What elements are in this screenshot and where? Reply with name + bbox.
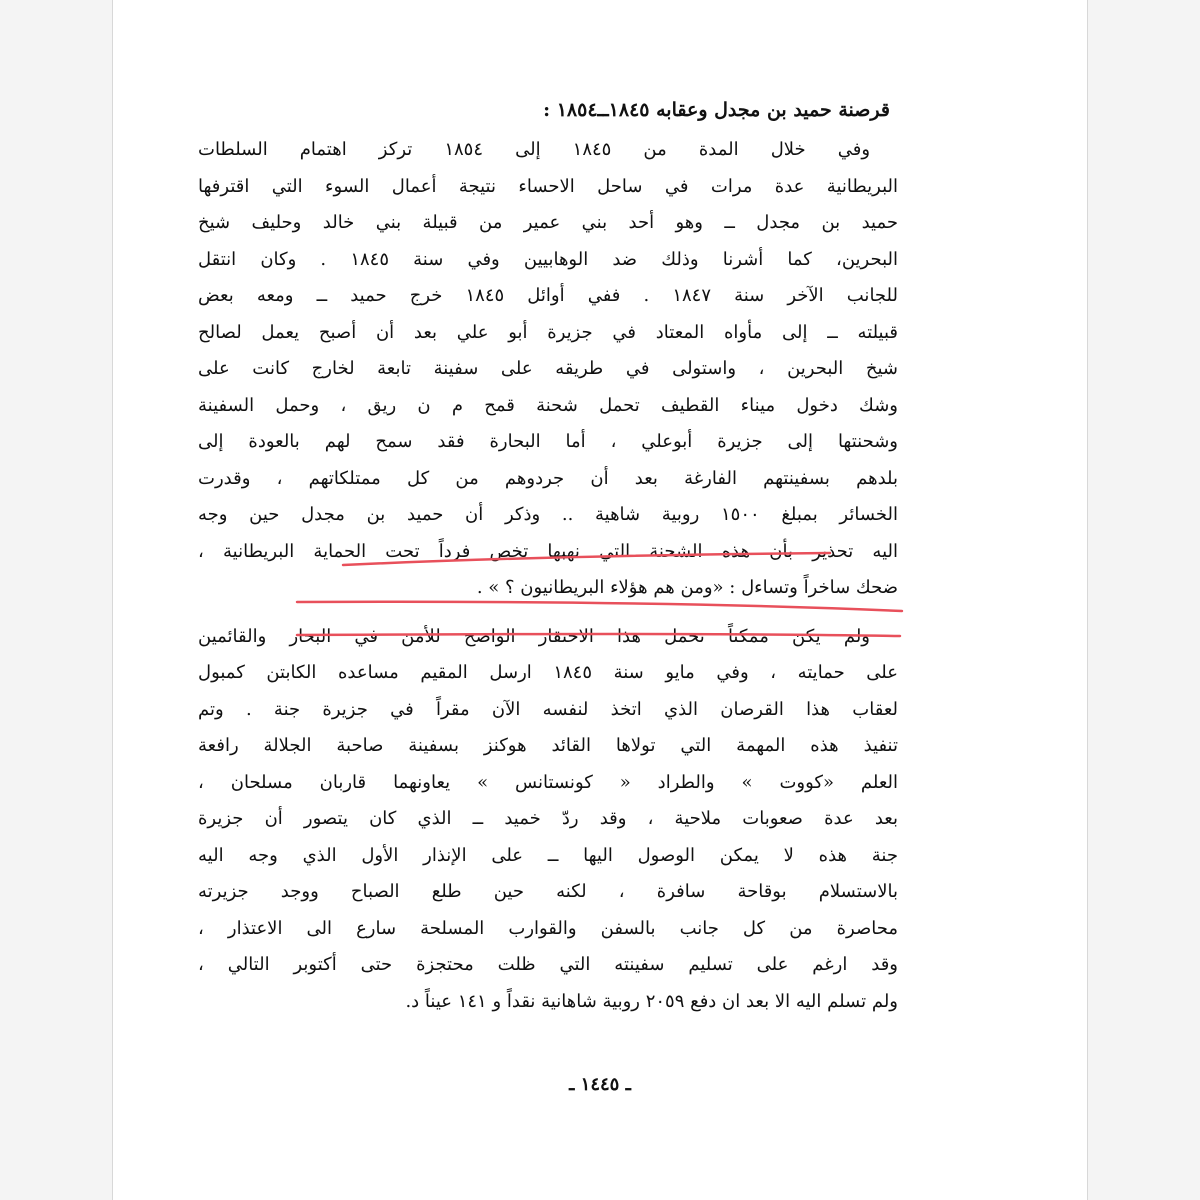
page-text [198, 88, 898, 1020]
text-line: لعقاب هذا القرصان الذي اتخذ لنفسه الآن مقراً في جزيرة جنة . وتم [198, 698, 898, 720]
paragraph-2 [198, 619, 898, 1021]
text-line: بعد عدة صعوبات ملاحية ، وقد ردّ خميد ــ الذي كان يتصور أن جزيرة [198, 808, 898, 829]
text-line: حميد بن مجدل ــ وهو أحد بني عمير من قبيلة بني خالد وحليف شيخ [198, 212, 898, 233]
text-line: محاصرة من كل جانب بالسفن والقوارب المسلحة سارع الى الاعتذار ، [198, 917, 898, 939]
text-line: البريطانية عدة مرات في ساحل الاحساء نتيجة أعمال السوء التي اقترفها [198, 175, 898, 197]
section-heading: قرصنة حميد بن مجدل وعقابه ١٨٤٥ــ١٨٥٤ : [543, 99, 890, 121]
text-line: بالاستسلام بوقاحة سافرة ، لكنه حين طلع الصباح ووجد جزيرته [198, 881, 898, 902]
text-line: قبيلته ــ إلى مأواه المعتاد في جزيرة أبو علي بعد أن أصبح يعمل لصالح [198, 321, 898, 343]
text-line: وشك دخول ميناء القطيف تحمل شحنة قمح م ن ريق ، وحمل السفينة [198, 394, 898, 416]
text-line: العلم «كووت » والطراد « كونستانس » يعاونهما قاربان مسلحان ، [198, 771, 898, 793]
paragraph-1 [198, 132, 898, 607]
text-line: وقد ارغم على تسليم سفينته التي ظلت محتجزة حتى أكتوبر التالي ، [198, 954, 898, 975]
text-line: شيخ البحرين ، واستولى في طريقه على سفينة تابعة لخارج كانت على [198, 358, 898, 379]
text-line: للجانب الآخر سنة ١٨٤٧ . ففي أوائل ١٨٤٥ خرج حميد ــ ومعه بعض [198, 285, 898, 306]
text-line: وشحنتها إلى جزيرة أبوعلي ، أما البحارة فقد سمح لهم بالعودة إلى [198, 431, 898, 452]
text-line: وفي خلال المدة من ١٨٤٥ إلى ١٨٥٤ تركز اهتمام السلطات [198, 139, 871, 160]
text-line: ولم يكن ممكناً تحمل هذا الاحتقار الواضح للأمن في البحار والقائمين [198, 625, 870, 647]
text-line: ولم تسلم اليه الا بعد ان دفع ٢٠٥٩ روبية شاهانية نقداً و ١٤١ عيناً د. [405, 990, 898, 1012]
text-line: البحرين، كما أشرنا وذلك ضد الوهابيين وفي سنة ١٨٤٥ . وكان انتقل [198, 248, 898, 270]
paragraph-gap [198, 607, 898, 619]
page-number: ـ ١٤٤٥ ـ [569, 1074, 631, 1095]
text-line: تنفيذ هذه المهمة التي تولاها القائد هوكنز بسفينة صاحبة الجلالة رافعة [198, 735, 898, 756]
text-line: على حمايته ، وفي مايو سنة ١٨٤٥ ارسل المقيم مساعده الكابتن كمبول [198, 662, 898, 683]
text-line: بلدهم بسفينتهم الفارغة بعد أن جردوهم من كل ممتلكاتهم ، وقدرت [198, 467, 898, 489]
text-line: الخسائر بمبلغ ١٥٠٠ روبية شاهية .. وذكر أن حميد بن مجدل حين وجه [198, 504, 898, 525]
text-line: ضحك ساخراً وتساءل : «ومن هم هؤلاء البريطانيون ؟ » . [476, 577, 898, 598]
text-line: اليه تحذير بأن هذه الشحنة التي نهبها تخص فرداً تحت الحماية البريطانية ، [198, 540, 898, 562]
text-line: جنة هذه لا يمكن الوصول اليها ــ على الإنذار الأول الذي وجه اليه [198, 844, 898, 866]
